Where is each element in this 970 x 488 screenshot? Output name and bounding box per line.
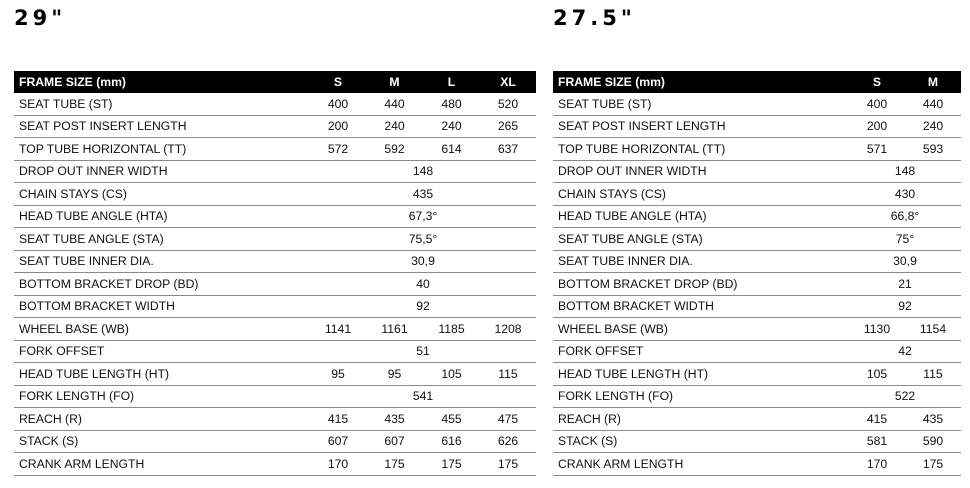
row-label: WHEEL BASE (WB) — [14, 318, 310, 341]
row-label: BOTTOM BRACKET DROP (BD) — [553, 273, 849, 296]
row-label: TOP TUBE HORIZONTAL (TT) — [553, 138, 849, 161]
cell-value: 400 — [849, 93, 905, 115]
cell-value: 415 — [849, 408, 905, 431]
cell-value: 42 — [849, 340, 961, 363]
row-label: HEAD TUBE LENGTH (HT) — [14, 363, 310, 386]
row-label: CRANK ARM LENGTH — [14, 453, 310, 476]
table-row — [14, 205, 536, 228]
size-header-m: M — [366, 71, 423, 93]
cell-value: 1208 — [480, 318, 536, 341]
cell-value: 175 — [423, 453, 480, 476]
row-label: DROP OUT INNER WIDTH — [553, 160, 849, 183]
cell-value: 265 — [480, 115, 536, 138]
cell-value: 480 — [423, 93, 480, 115]
table-row — [553, 430, 961, 453]
table-row — [14, 273, 536, 296]
cell-value: 92 — [849, 295, 961, 318]
row-label: CRANK ARM LENGTH — [553, 453, 849, 476]
cell-value: 1130 — [849, 318, 905, 341]
row-label: TOP TUBE HORIZONTAL (TT) — [14, 138, 310, 161]
cell-value: 607 — [366, 430, 423, 453]
row-label: SEAT TUBE ANGLE (STA) — [14, 228, 310, 251]
cell-value: 175 — [366, 453, 423, 476]
row-label: SEAT TUBE (ST) — [553, 93, 849, 115]
cell-value: 1141 — [310, 318, 366, 341]
cell-value: 590 — [905, 430, 961, 453]
cell-value: 1185 — [423, 318, 480, 341]
cell-value: 66,8° — [849, 205, 961, 228]
heading-27-5-inch: 27.5" — [553, 6, 636, 30]
cell-value: 240 — [423, 115, 480, 138]
row-label: FORK OFFSET — [14, 340, 310, 363]
table-row — [553, 115, 961, 138]
cell-value: 30,9 — [310, 250, 536, 273]
row-label: FORK LENGTH (FO) — [553, 385, 849, 408]
size-header-s: S — [849, 71, 905, 93]
cell-value: 593 — [905, 138, 961, 161]
table-row — [553, 363, 961, 386]
table-row — [14, 453, 536, 476]
row-label: DROP OUT INNER WIDTH — [14, 160, 310, 183]
table-row — [553, 250, 961, 273]
row-label: BOTTOM BRACKET WIDTH — [553, 295, 849, 318]
cell-value: 435 — [366, 408, 423, 431]
table-row — [14, 160, 536, 183]
cell-value: 30,9 — [849, 250, 961, 273]
cell-value: 475 — [480, 408, 536, 431]
cell-value: 75° — [849, 228, 961, 251]
cell-value: 400 — [310, 93, 366, 115]
table-row — [553, 183, 961, 206]
row-label: HEAD TUBE LENGTH (HT) — [553, 363, 849, 386]
row-label: STACK (S) — [14, 430, 310, 453]
cell-value: 522 — [849, 385, 961, 408]
cell-value: 415 — [310, 408, 366, 431]
header-row — [553, 71, 961, 93]
size-header-s: S — [310, 71, 366, 93]
cell-value: 21 — [849, 273, 961, 296]
row-label: SEAT TUBE ANGLE (STA) — [553, 228, 849, 251]
row-label: BOTTOM BRACKET DROP (BD) — [14, 273, 310, 296]
table-row — [14, 430, 536, 453]
row-label: WHEEL BASE (WB) — [553, 318, 849, 341]
cell-value: 435 — [310, 183, 536, 206]
cell-value: 40 — [310, 273, 536, 296]
cell-value: 200 — [849, 115, 905, 138]
cell-value: 170 — [849, 453, 905, 476]
cell-value: 105 — [423, 363, 480, 386]
cell-value: 571 — [849, 138, 905, 161]
cell-value: 572 — [310, 138, 366, 161]
table-row — [14, 385, 536, 408]
table-row — [553, 273, 961, 296]
cell-value: 105 — [849, 363, 905, 386]
cell-value: 616 — [423, 430, 480, 453]
cell-value: 92 — [310, 295, 536, 318]
table-row — [553, 228, 961, 251]
cell-value: 148 — [310, 160, 536, 183]
size-header-xl: XL — [480, 71, 536, 93]
header-row — [14, 71, 536, 93]
cell-value: 520 — [480, 93, 536, 115]
row-label: SEAT TUBE INNER DIA. — [553, 250, 849, 273]
table-row — [553, 453, 961, 476]
table-row — [553, 138, 961, 161]
cell-value: 67,3° — [310, 205, 536, 228]
size-header-m: M — [905, 71, 961, 93]
cell-value: 200 — [310, 115, 366, 138]
cell-value: 581 — [849, 430, 905, 453]
row-label: REACH (R) — [553, 408, 849, 431]
cell-value: 175 — [905, 453, 961, 476]
table-row — [14, 295, 536, 318]
cell-value: 170 — [310, 453, 366, 476]
cell-value: 637 — [480, 138, 536, 161]
row-label: SEAT POST INSERT LENGTH — [553, 115, 849, 138]
row-label: FORK LENGTH (FO) — [14, 385, 310, 408]
cell-value: 115 — [480, 363, 536, 386]
row-label: SEAT TUBE (ST) — [14, 93, 310, 115]
row-label: SEAT POST INSERT LENGTH — [14, 115, 310, 138]
cell-value: 607 — [310, 430, 366, 453]
row-label: STACK (S) — [553, 430, 849, 453]
size-header-l: L — [423, 71, 480, 93]
table-row — [14, 340, 536, 363]
table-row — [14, 363, 536, 386]
cell-value: 435 — [905, 408, 961, 431]
cell-value: 240 — [366, 115, 423, 138]
table-row — [14, 408, 536, 431]
cell-value: 175 — [480, 453, 536, 476]
cell-value: 626 — [480, 430, 536, 453]
geometry-table-29 — [14, 71, 536, 476]
row-label: HEAD TUBE ANGLE (HTA) — [553, 205, 849, 228]
table-row — [14, 228, 536, 251]
row-label: REACH (R) — [14, 408, 310, 431]
table-row — [14, 318, 536, 341]
table-row — [14, 183, 536, 206]
cell-value: 614 — [423, 138, 480, 161]
cell-value: 1161 — [366, 318, 423, 341]
table-row — [553, 408, 961, 431]
cell-value: 541 — [310, 385, 536, 408]
cell-value: 95 — [310, 363, 366, 386]
cell-value: 440 — [366, 93, 423, 115]
cell-value: 148 — [849, 160, 961, 183]
cell-value: 592 — [366, 138, 423, 161]
row-label: HEAD TUBE ANGLE (HTA) — [14, 205, 310, 228]
cell-value: 95 — [366, 363, 423, 386]
cell-value: 1154 — [905, 318, 961, 341]
geometry-table-27-5 — [553, 71, 961, 476]
table-row — [14, 115, 536, 138]
heading-29-inch: 29" — [14, 6, 67, 30]
row-label: CHAIN STAYS (CS) — [14, 183, 310, 206]
row-label: CHAIN STAYS (CS) — [553, 183, 849, 206]
cell-value: 455 — [423, 408, 480, 431]
table-row — [553, 160, 961, 183]
cell-value: 115 — [905, 363, 961, 386]
cell-value: 440 — [905, 93, 961, 115]
row-label: BOTTOM BRACKET WIDTH — [14, 295, 310, 318]
frame-size-header: FRAME SIZE (mm) — [14, 71, 310, 93]
table-row — [553, 340, 961, 363]
table-row — [553, 295, 961, 318]
cell-value: 51 — [310, 340, 536, 363]
cell-value: 240 — [905, 115, 961, 138]
cell-value: 75,5° — [310, 228, 536, 251]
table-row — [14, 250, 536, 273]
table-row — [553, 318, 961, 341]
table-row — [553, 385, 961, 408]
table-row — [14, 93, 536, 115]
table-row — [14, 138, 536, 161]
row-label: FORK OFFSET — [553, 340, 849, 363]
table-row — [553, 93, 961, 115]
cell-value: 430 — [849, 183, 961, 206]
row-label: SEAT TUBE INNER DIA. — [14, 250, 310, 273]
frame-size-header: FRAME SIZE (mm) — [553, 71, 849, 93]
table-row — [553, 205, 961, 228]
